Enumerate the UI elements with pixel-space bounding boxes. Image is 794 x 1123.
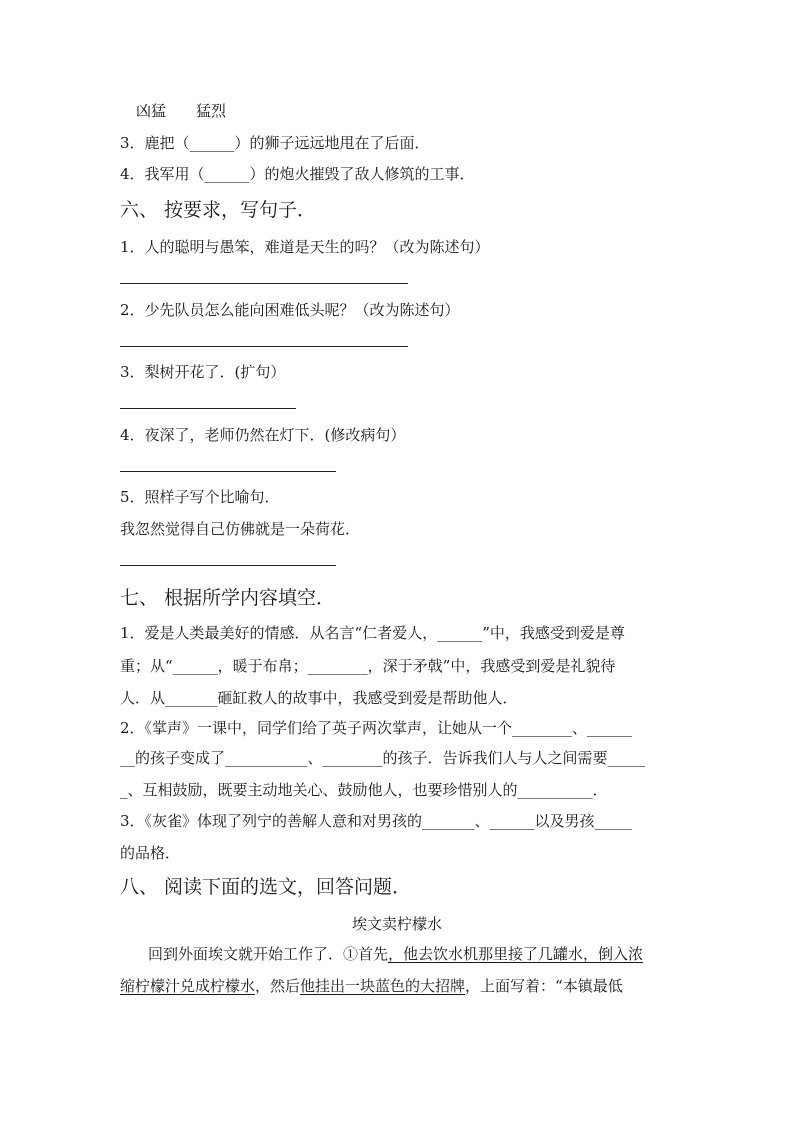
answer-line-6-1[interactable] xyxy=(120,283,408,284)
passage-text: ，然后 xyxy=(255,977,301,995)
q7-2-line-1: 2．《掌声》一课中，同学们给了英子两次掌声，让她从一个________、______ xyxy=(120,719,633,737)
answer-line-6-2[interactable] xyxy=(120,346,408,347)
section-7-heading: 七、 根据所学内容填空． xyxy=(120,587,336,609)
answer-line-6-4[interactable] xyxy=(120,471,336,472)
underlined-sentence: ，他去饮水机那里接了几罐水，倒入浓 xyxy=(388,945,644,963)
q6-5: 5．照样子写个比喻句． xyxy=(120,488,280,506)
passage-line-2 xyxy=(120,975,623,997)
answer-line-6-5[interactable] xyxy=(120,565,336,566)
passage-title: 埃文卖柠檬水 xyxy=(351,915,442,933)
section-8-heading: 八、 阅读下面的选文，回答问题． xyxy=(120,876,412,898)
option-words: 凶猛 猛烈 xyxy=(136,102,227,120)
q6-4: 4．夜深了，老师仍然在灯下．(修改病句） xyxy=(120,426,406,444)
q6-1: 1．人的聪明与愚笨，难道是天生的吗？（改为陈述句） xyxy=(120,238,490,256)
section-6-heading: 六、 按要求，写句子． xyxy=(120,199,317,221)
q7-3-line-2: 的品格． xyxy=(120,844,181,862)
q6-2: 2．少先队员怎么能向困难低头呢？（改为陈述句） xyxy=(120,301,460,319)
answer-line-6-3[interactable] xyxy=(120,408,296,409)
q7-3-line-1: 3．《灰雀》体现了列宁的善解人意和对男孩的_______、______以及男孩_____ xyxy=(120,812,633,830)
q6-3: 3．梨树开花了．(扩句） xyxy=(120,363,286,381)
q6-5-example: 我忽然觉得自己仿佛就是一朵荷花． xyxy=(120,520,361,538)
q7-2-line-3: _、互相鼓励，既要主动地关心、鼓励他人，也要珍惜别人的__________． xyxy=(120,781,608,799)
passage-line-1 xyxy=(148,943,643,965)
passage-text: ，上面写着：“本镇最低 xyxy=(465,977,623,995)
passage-text: 回到外面埃文就开始工作了．①首先 xyxy=(148,945,389,963)
underlined-sentence: 他挂出一块蓝色的大招牌 xyxy=(300,977,466,995)
question-4: 4．我军用（______）的炮火摧毁了敌人修筑的工事． xyxy=(120,165,475,183)
q7-1-line-2: 重；从“______，暖于布帛；________，深于矛戟”中，我感受到爱是礼貌待 xyxy=(120,657,616,675)
underlined-sentence: 缩柠檬汁兑成柠檬水 xyxy=(120,977,256,995)
q7-1-line-1: 1．爱是人类最美好的情感．从名言“仁者爱人，______”中，我感受到爱是尊 xyxy=(120,624,625,642)
q7-2-line-2: __的孩子变成了___________、________的孩子．告诉我们人与人之间需要_____ xyxy=(120,749,646,767)
question-3: 3．鹿把（______）的狮子远远地甩在了后面． xyxy=(120,134,430,152)
q7-1-line-3: 人．从_______砸缸救人的故事中，我感受到爱是帮助他人． xyxy=(120,689,518,707)
